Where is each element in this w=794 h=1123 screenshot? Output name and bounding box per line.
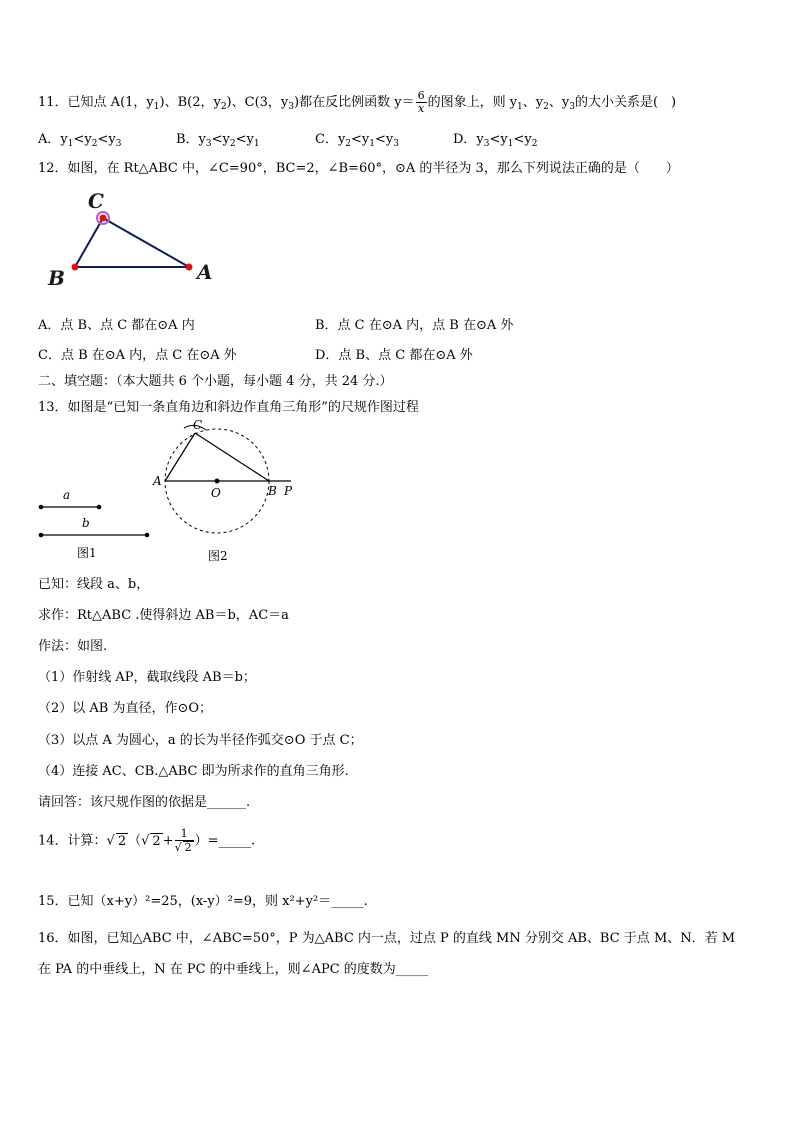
q11-fraction: [416, 90, 427, 115]
label-o: O: [211, 486, 221, 500]
segment-ca: [103, 218, 189, 267]
label-b: b: [82, 516, 90, 530]
label-b: B: [48, 266, 65, 290]
point-c: [100, 215, 107, 222]
q13-step-1: （1）作射线 AP，截取线段 AB＝b；: [38, 670, 256, 685]
q13-figure1: [30, 482, 160, 562]
segment-b-start: [39, 533, 44, 538]
q13-ask: 请回答：该尺规作图的依据是______.: [38, 795, 251, 810]
section-heading: 二、填空题：（本大题共 6 个小题，每小题 4 分，共 24 分.）: [38, 374, 393, 389]
center-o: [215, 479, 220, 484]
label-p: P: [284, 484, 293, 498]
q13-figure2: [148, 414, 308, 566]
segment-a-start: [39, 505, 44, 510]
q12-stem: 12．如图，在 Rt△ABC 中，∠C=90°，BC=2，∠B=60°，⊙A 的半径为 3，那么下列说法正确的是（ ）: [38, 161, 679, 176]
q14-suffix: ）=_____.: [194, 833, 256, 849]
q12-triangle-figure: [40, 185, 230, 295]
q12-option-c[interactable]: C．点 B 在⊙A 内，点 C 在⊙A 外: [38, 348, 237, 363]
figure2-caption: 图2: [208, 549, 228, 563]
q12-option-d[interactable]: D．点 B、点 C 都在⊙A 外: [315, 348, 473, 363]
label-b: B: [268, 484, 277, 498]
point-a: [186, 264, 193, 271]
q16-line-2: 在 PA 的中垂线上，N 在 PC 的中垂线上，则∠APC 的度数为_____: [38, 962, 429, 977]
q13-require: 求作：Rt△ABC .使得斜边 AB＝b，AC＝a: [38, 608, 289, 623]
q11-option-b[interactable]: B．$y_3<y_2<y_1$: [176, 132, 260, 149]
segment-bc: [75, 218, 103, 267]
q12-option-a[interactable]: A．点 B、点 C 都在⊙A 内: [38, 318, 195, 333]
q11-option-a[interactable]: A．$y_1<y_2<y_3$: [38, 132, 122, 149]
q13-known: 已知：线段 a、b，: [38, 577, 150, 592]
q11-frac-den: x: [417, 102, 425, 115]
q13-step-4: （4）连接 AC、CB.△ABC 即为所求作的直角三角形.: [38, 764, 349, 779]
q11-stem: 11．已知点 A(1，$y_1$)、B(2，$y_2$)、C(3，$y_3$)都在反比例函数 y＝ $\frac{6}{x}$ 的图象上，则 $y_1$、$y_2$、$y_3$的大小关系是( ): [38, 89, 677, 115]
q14-stem: 14．计算：√ 2 （√ 2 + $\frac{1}{√ 2}$ ）=_____.: [38, 827, 256, 854]
segment-a-end: [97, 505, 102, 510]
label-c: C: [193, 418, 203, 432]
q13-title: 13．如图是“已知一条直角边和斜边作直角三角形”的尺规作图过程: [38, 400, 419, 415]
label-c: C: [88, 189, 104, 213]
q16-line-1: 16．如图，已知△ABC 中，∠ABC=50°，P 为△ABC 内一点，过点 P 的直线 MN 分别交 AB、BC 于点 M、N．若 M: [38, 931, 736, 946]
label-a: a: [63, 488, 71, 502]
q13-method: 作法：如图.: [38, 639, 108, 654]
q14-sqrt2: 2: [117, 833, 127, 849]
q14-frac-num: 1: [175, 828, 194, 841]
q14-prefix: 14．计算：: [38, 833, 107, 849]
segment-ac: [165, 433, 195, 481]
segment-cb: [195, 433, 269, 481]
q11-number: 11．: [38, 95, 68, 110]
q13-step-2: （2）以 AB 为直径，作⊙O；: [38, 701, 213, 716]
figure1-caption: 图1: [77, 546, 97, 560]
label-a: A: [153, 474, 162, 488]
q14-frac-den-value: 2: [184, 841, 192, 854]
label-a: A: [197, 260, 213, 284]
q14-fraction: [175, 828, 194, 854]
q14-sqrt2-inner: 2: [152, 833, 161, 849]
q11-option-d[interactable]: D．$y_3<y_1<y_2$: [453, 132, 538, 149]
q12-option-b[interactable]: B．点 C 在⊙A 内，点 B 在⊙A 外: [315, 318, 514, 333]
q14-frac-den: √ 2: [174, 841, 192, 854]
q15-stem: 15．已知（x+y）²=25，(x-y）²=9，则 x²+y²＝_____.: [38, 894, 368, 909]
q13-step-3: （3）以点 A 为圆心，a 的长为半径作弧交⊙O 于点 C；: [38, 733, 363, 748]
q11-option-c[interactable]: C．$y_2<y_1<y_3$: [315, 132, 399, 149]
q11-frac-num: 6: [417, 89, 425, 102]
point-b: [72, 264, 79, 271]
